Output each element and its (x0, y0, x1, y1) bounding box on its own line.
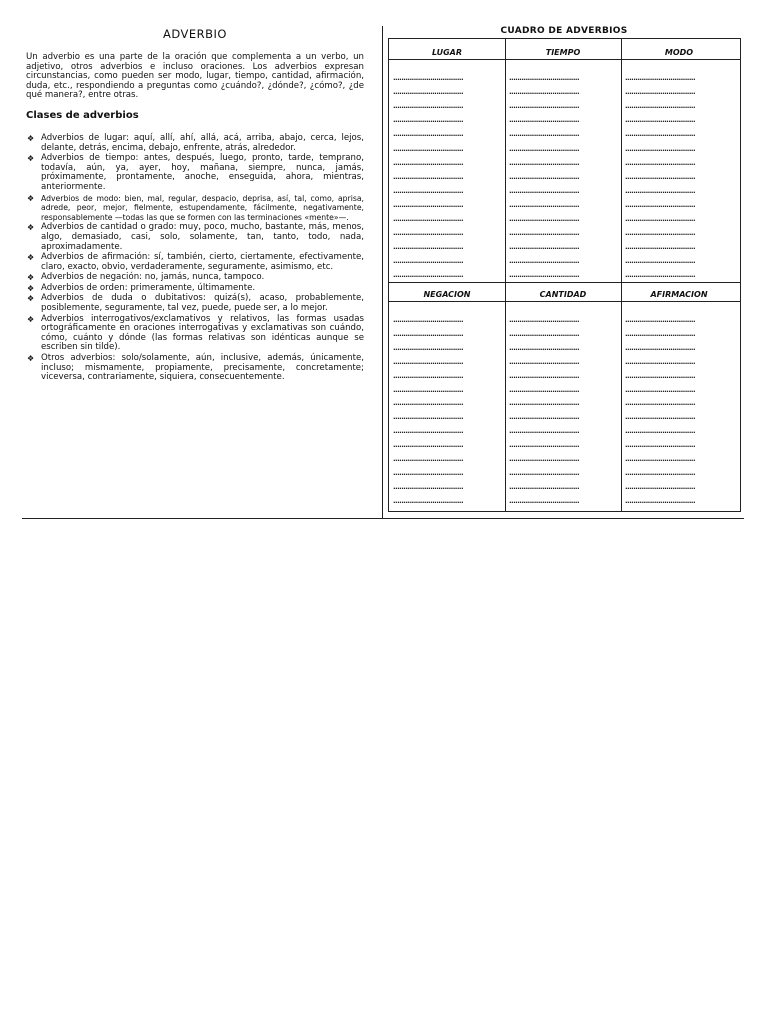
blank-answer-line: .................................. (393, 201, 464, 209)
blank-answer-line: .................................. (625, 117, 696, 125)
blank-answer-line: .................................. (393, 187, 464, 195)
blank-answer-line: .................................. (509, 103, 580, 111)
blank-answer-line: .................................. (625, 317, 696, 324)
blank-answer-line: .................................. (393, 230, 464, 238)
adverb-explanation-column (26, 26, 364, 384)
blank-answer-line: .................................. (625, 358, 696, 366)
adverb-type-item (26, 134, 364, 153)
blank-answer-line: .................................. (393, 244, 464, 252)
blank-answer-line: .................................. (509, 400, 580, 408)
blank-answer-line: .................................. (625, 386, 696, 394)
column-header: LUGAR (431, 48, 463, 57)
adverb-type-item (26, 294, 364, 313)
blank-answer-line: .................................. (509, 244, 580, 252)
blank-answer-line: .................................. (393, 117, 464, 125)
blank-answer-line: .................................. (625, 483, 696, 491)
column-header: TIEMPO (545, 48, 581, 57)
blank-answer-line: .................................. (509, 386, 580, 394)
blank-answer-line: .................................. (509, 187, 580, 195)
blank-answer-line: .................................. (393, 372, 464, 380)
blank-answer-line: .................................. (509, 330, 580, 338)
page-title: ADVERBIO (163, 27, 227, 41)
bottom-rule (22, 518, 744, 519)
blank-answer-line: .................................. (625, 145, 696, 153)
blank-answer-line: .................................. (625, 258, 696, 266)
adverb-type-item (26, 154, 364, 192)
blank-answer-line: .................................. (393, 75, 464, 82)
table-row-line (389, 282, 740, 283)
diamond-bullet-icon: ❖ (27, 354, 35, 364)
adverb-type-item (26, 273, 364, 283)
blank-answer-line: .................................. (625, 216, 696, 223)
adverb-type-text: Otros adverbios: solo/solamente, aún, inclusive, además, únicamente, incluso; mismamente, propiamente, precisamente, concretamente; viceversa, contrariamente, siquiera, consecuentemente. (41, 353, 364, 383)
adverb-types-list (26, 134, 364, 383)
adverb-type-item (26, 354, 364, 383)
diamond-bullet-icon: ❖ (27, 314, 35, 324)
diamond-bullet-icon: ❖ (27, 154, 35, 164)
blank-answer-line: .................................. (625, 89, 696, 97)
blank-answer-line: .................................. (509, 131, 580, 139)
blank-answer-line: .................................. (393, 103, 464, 111)
blank-answer-line: .................................. (393, 456, 464, 463)
blank-answer-line: .................................. (625, 201, 696, 209)
adverb-type-text: Adverbios interrogativos/exclamativos y relativos, las formas usadas ortográficamente en oraciones interrogativas y exclamativas son cuándo, cómo, cuánto y dónde (las formas relativas son idénticas aunque se escriben sin tilde). (41, 313, 364, 353)
adverb-type-text: Adverbios de afirmación: sí, también, cierto, ciertamente, efectivamente, claro, exacto, obvio, verdaderamente, seguramente, asimismo, etc. (41, 252, 364, 272)
adverb-type-text: Adverbios de cantidad o grado: muy, poco, mucho, bastante, más, menos, algo, demasiado, casi, solo, solamente, tan, tanto, todo, nada, aproximadamente. (41, 222, 364, 252)
blank-answer-line: .................................. (625, 428, 696, 436)
adverb-type-text: Adverbios de lugar: aquí, allí, ahí, allá, acá, arriba, abajo, cerca, lejos, delante, detrás, encima, debajo, enfrente, atrás, alrededor. (41, 132, 364, 153)
adverb-type-item (26, 315, 364, 353)
blank-answer-line: .................................. (509, 344, 580, 352)
blank-answer-line: .................................. (393, 344, 464, 352)
blank-answer-line: .................................. (509, 216, 580, 223)
blank-answer-line: .................................. (625, 244, 696, 252)
blank-answer-line: .................................. (509, 201, 580, 209)
blank-answer-line: .................................. (393, 469, 464, 477)
adverb-type-text: Adverbios de duda o dubitativos: quizá(s), acaso, probablemente, posiblemente, seguramente, tal vez, puede, puede ser, a lo mejor. (41, 293, 364, 314)
blank-answer-line: .................................. (393, 272, 464, 280)
blank-answer-line: .................................. (509, 414, 580, 422)
column-header: MODO (664, 48, 694, 57)
diamond-bullet-icon: ❖ (27, 223, 35, 233)
section-subtitle: Clases de adverbios (26, 109, 139, 121)
blank-answer-line: .................................. (509, 428, 580, 436)
blank-answer-line: .................................. (393, 216, 464, 223)
intro-paragraph: Un adverbio es una parte de la oración que complementa a un verbo, un adjetivo, otros adverbios e incluso oraciones. Los adverbios expresan circunstancias, como pueden ser modo, lugar, tiempo, cantidad, afirmación, duda, etc., respondiendo a preguntas como ¿cuándo?, ¿dónde?, ¿cómo?, ¿de qué manera?, entre otras. (26, 52, 364, 101)
blank-answer-line: .................................. (393, 145, 464, 153)
blank-answer-line: .................................. (625, 187, 696, 195)
blank-answer-line: .................................. (393, 330, 464, 338)
blank-answer-line: .................................. (625, 469, 696, 477)
table-column-line (621, 39, 622, 511)
blank-answer-line: .................................. (625, 103, 696, 111)
blank-answer-line: .................................. (509, 75, 580, 82)
blank-answer-line: .................................. (625, 131, 696, 139)
blank-answer-line: .................................. (625, 372, 696, 380)
blank-answer-line: .................................. (625, 344, 696, 352)
blank-answer-line: .................................. (393, 89, 464, 97)
blank-answer-line: .................................. (509, 442, 580, 450)
blank-answer-line: .................................. (393, 442, 464, 450)
adverb-type-text: Adverbios de negación: no, jamás, nunca, tampoco. (41, 272, 265, 283)
blank-answer-line: .................................. (625, 230, 696, 238)
adverb-type-text: Adverbios de orden: primeramente, últimamente. (41, 282, 256, 293)
table-column-line (505, 39, 506, 511)
column-header: CANTIDAD (539, 290, 587, 299)
diamond-bullet-icon: ❖ (27, 283, 35, 293)
blank-answer-line: .................................. (393, 159, 464, 167)
blank-answer-line: .................................. (393, 414, 464, 422)
blank-answer-line: .................................. (393, 400, 464, 408)
blank-answer-line: .................................. (509, 372, 580, 380)
blank-answer-line: .................................. (509, 497, 580, 505)
diamond-bullet-icon: ❖ (27, 294, 35, 304)
table-title: CUADRO DE ADVERBIOS (500, 26, 628, 36)
blank-answer-line: .................................. (509, 456, 580, 463)
blank-answer-line: .................................. (625, 456, 696, 463)
blank-answer-line: .................................. (625, 442, 696, 450)
blank-answer-line: .................................. (509, 317, 580, 324)
blank-answer-line: .................................. (509, 173, 580, 181)
adverb-type-item (26, 253, 364, 272)
blank-answer-line: .................................. (393, 358, 464, 366)
adverb-type-item (26, 194, 364, 223)
adverb-type-text: Adverbios de tiempo: antes, después, luego, pronto, tarde, temprano, todavía, aún, ya, ayer, hoy, mañana, siempre, nunca, jamás, próximamente, prontamente, anoche, enseguida, ahora, mientras, anteriormente. (41, 153, 364, 192)
blank-answer-line: .................................. (625, 173, 696, 181)
blank-answer-line: .................................. (625, 75, 696, 82)
blank-answer-line: .................................. (393, 258, 464, 266)
blank-answer-line: .................................. (509, 483, 580, 491)
column-divider (382, 26, 383, 518)
blank-answer-line: .................................. (509, 117, 580, 125)
diamond-bullet-icon: ❖ (27, 253, 35, 263)
adverb-type-item (26, 223, 364, 252)
blank-answer-line: .................................. (625, 330, 696, 338)
blank-answer-line: .................................. (625, 400, 696, 408)
column-header: NEGACION (423, 290, 471, 299)
diamond-bullet-icon: ❖ (27, 193, 35, 203)
blank-answer-line: .................................. (509, 469, 580, 477)
blank-answer-line: .................................. (393, 497, 464, 505)
blank-answer-line: .................................. (509, 89, 580, 97)
blank-answer-line: .................................. (393, 428, 464, 436)
blank-answer-line: .................................. (509, 145, 580, 153)
adverb-type-item (26, 284, 364, 294)
blank-answer-line: .................................. (625, 159, 696, 167)
blank-answer-line: .................................. (509, 258, 580, 266)
blank-answer-line: .................................. (625, 272, 696, 280)
blank-answer-line: .................................. (393, 317, 464, 324)
blank-answer-line: .................................. (393, 131, 464, 139)
diamond-bullet-icon: ❖ (27, 273, 35, 283)
adverb-type-text: Adverbios de modo: bien, mal, regular, despacio, deprisa, así, tal, como, aprisa, adrede, peor, mejor, fielmente, estupendamente, fácilmente, negativamente, responsablemente —todas las que se formen con las terminaciones «mente»—. (41, 193, 364, 222)
blank-answer-line: .................................. (509, 230, 580, 238)
adverb-chart-table (388, 38, 741, 512)
blank-answer-line: .................................. (509, 358, 580, 366)
blank-answer-line: .................................. (509, 272, 580, 280)
table-row-line (389, 301, 740, 302)
blank-answer-line: .................................. (393, 386, 464, 394)
table-row-line (389, 59, 740, 60)
blank-answer-line: .................................. (393, 483, 464, 491)
blank-answer-line: .................................. (393, 173, 464, 181)
blank-answer-line: .................................. (625, 497, 696, 505)
blank-answer-line: .................................. (625, 414, 696, 422)
diamond-bullet-icon: ❖ (27, 133, 35, 143)
blank-answer-line: .................................. (509, 159, 580, 167)
column-header: AFIRMACION (650, 290, 708, 299)
